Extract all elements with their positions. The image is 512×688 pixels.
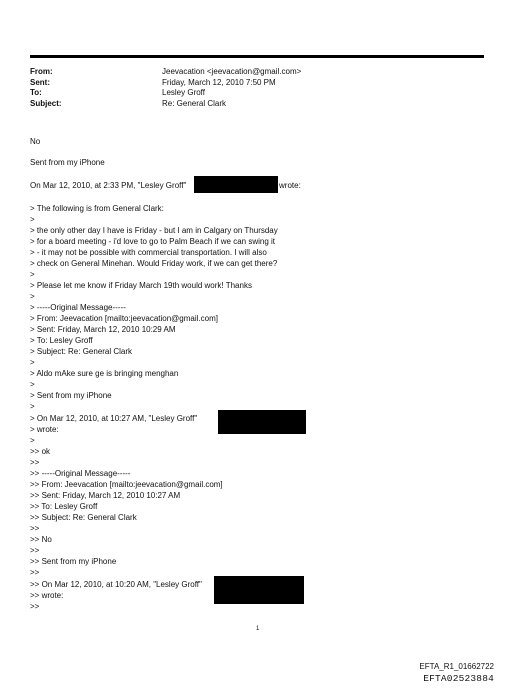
- body-line: >: [30, 292, 35, 301]
- body-line: >> From: Jeevacation [mailto:jeevacation@gmail.com]: [30, 480, 223, 489]
- body-line: > Sent from my iPhone: [30, 391, 112, 400]
- body-line: >>: [30, 602, 40, 611]
- body-line: >: [30, 358, 35, 367]
- body-line: >> Subject: Re: General Clark: [30, 513, 137, 522]
- body-line: Sent from my iPhone: [30, 158, 105, 167]
- body-line: >> On Mar 12, 2010, at 10:20 AM, "Lesley Groff": [30, 580, 202, 589]
- to-value: Lesley Groff: [162, 88, 205, 97]
- body-line: >> Sent from my iPhone: [30, 557, 117, 566]
- sent-value: Friday, March 12, 2010 7:50 PM: [162, 77, 276, 87]
- body-line: On Mar 12, 2010, at 2:33 PM, "Lesley Groff": [30, 181, 187, 190]
- to-row: [30, 88, 484, 99]
- bates-stamp-small: EFTA_R1_01662722: [419, 662, 494, 671]
- body-line: >: [30, 436, 35, 445]
- body-line: > The following is from General Clark:: [30, 204, 164, 213]
- email-header: [30, 67, 484, 109]
- body-line: No: [30, 137, 41, 146]
- body-line: >> No: [30, 535, 52, 544]
- body-line: > Please let me know if Friday March 19th would work! Thanks: [30, 281, 252, 290]
- body-line: > - it may not be possible with commercial transportation. I will also: [30, 248, 267, 257]
- body-line: >: [30, 215, 35, 224]
- body-line: >> Sent: Friday, March 12, 2010 10:27 AM: [30, 491, 181, 500]
- header-rule: [30, 55, 484, 58]
- subject-row: [30, 99, 484, 110]
- bates-stamp-large: EFTA02523884: [423, 673, 494, 684]
- body-line: > -----Original Message-----: [30, 303, 126, 312]
- body-line: > From: Jeevacation [mailto:jeevacation@gmail.com]: [30, 314, 218, 323]
- body-line: > On Mar 12, 2010, at 10:27 AM, "Lesley Groff": [30, 414, 198, 423]
- body-line: > wrote:: [30, 425, 59, 434]
- body-line: > the only other day I have is Friday - but I am in Calgary on Thursday: [30, 226, 278, 235]
- body-line: >> wrote:: [30, 591, 64, 600]
- body-line: >>: [30, 546, 40, 555]
- body-line: >> ok: [30, 447, 51, 456]
- subject-value: Re: General Clark: [162, 98, 227, 108]
- body-line: >: [30, 402, 35, 411]
- body-line: > Sent: Friday, March 12, 2010 10:29 AM: [30, 325, 176, 334]
- body-line: >: [30, 270, 35, 279]
- body-line: >: [30, 380, 35, 389]
- body-line: > check on General Minehan. Would Friday work, if we can get there?: [30, 259, 278, 268]
- redaction-block: [194, 176, 278, 193]
- sent-label: Sent:: [30, 77, 50, 87]
- body-line: > for a board meeting - i'd love to go to Palm Beach if we can swing it: [30, 237, 275, 246]
- body-line: >> -----Original Message-----: [30, 469, 131, 478]
- body-line: >> To: Lesley Groff: [30, 502, 98, 511]
- sent-row: [30, 78, 484, 89]
- page-number: 1: [256, 626, 260, 632]
- from-row: [30, 67, 484, 78]
- body-line: > To: Lesley Groff: [30, 336, 93, 345]
- to-label: To:: [30, 88, 42, 97]
- body-line: >>: [30, 458, 40, 467]
- subject-label: Subject:: [30, 98, 62, 108]
- body-line: > Subject: Re: General Clark: [30, 347, 133, 356]
- redaction-block: [218, 410, 306, 434]
- body-line: >>: [30, 568, 40, 577]
- body-line: > Aldo mAke sure ge is bringing menghan: [30, 369, 179, 378]
- body-line: wrote:: [279, 181, 301, 190]
- body-line: >>: [30, 524, 40, 533]
- redaction-block: [214, 576, 304, 604]
- from-label: From:: [30, 67, 53, 76]
- from-value: Jeevacation <jeevacation@gmail.com>: [162, 67, 302, 76]
